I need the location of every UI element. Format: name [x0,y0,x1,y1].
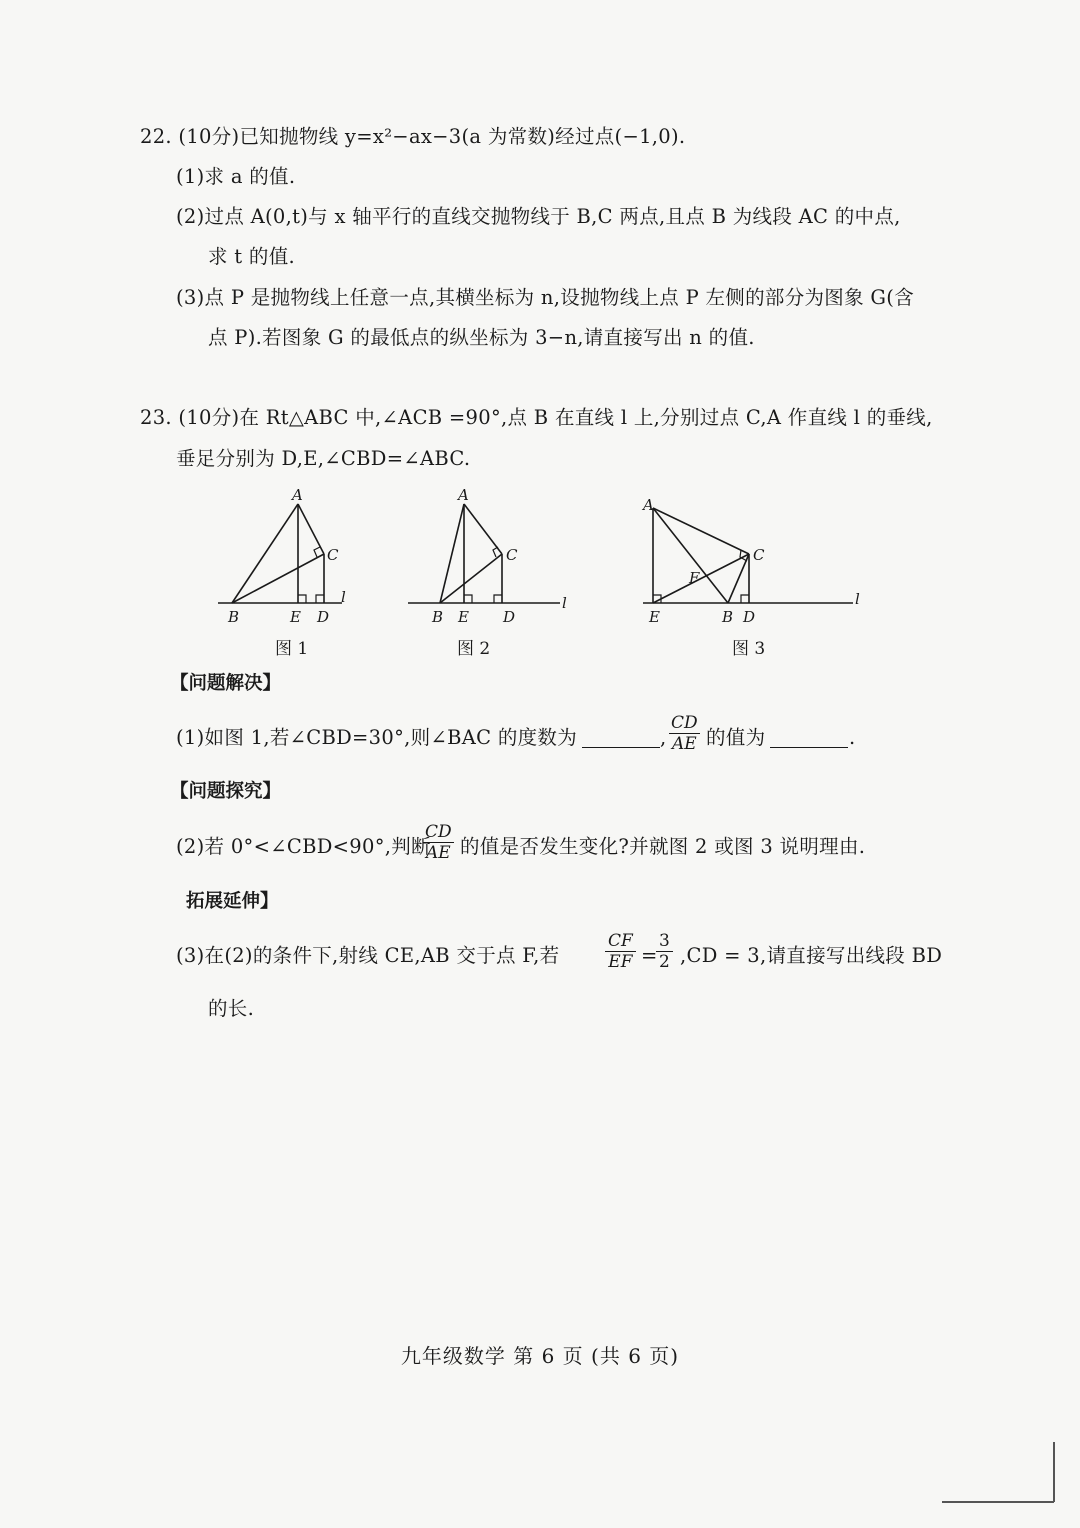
fig2-label-E: E [458,608,469,626]
figure-1 [210,484,360,629]
section-heading-explore: 【问题探究】 [170,781,282,802]
fig3-label-D: D [743,608,756,626]
fig1-label-A: A [292,486,303,504]
fraction-cd-ae-2 [422,822,455,863]
q22-part2-cont: 求 t 的值. [208,245,296,268]
answer-blank-2[interactable] [770,746,848,748]
answer-blank-1[interactable] [582,746,660,748]
q22-part2: (2)过点 A(0,t)与 x 轴平行的直线交抛物线于 B,C 两点,且点 B 为线段 AC 的中点, [176,205,901,228]
q23-part1-text-b: 的值为 [706,726,766,749]
q22-part3: (3)点 P 是抛物线上任意一点,其横坐标为 n,设抛物线上点 P 左侧的部分为图象 G(含 [176,286,914,309]
fig2-AB [440,504,464,603]
q23-stem: 23. (10分)在 Rt△ABC 中,∠ACB =90°,点 B 在直线 l 上,分别过点 C,A 作直线 l 的垂线, [140,406,933,429]
fig3-AB [653,508,728,603]
q23-part3-text-b: ,CD = 3,请直接写出线段 BD [680,944,943,967]
figure-3-caption: 图 3 [732,639,766,659]
fraction-numerator: CF [608,931,633,951]
fig3-label-A: A [643,496,654,514]
q23-part1-end: . [849,726,856,749]
fig1-AB [232,504,298,603]
q23-part3-text: (3)在(2)的条件下,射线 CE,AB 交于点 F,若 [176,944,560,967]
fig3-AC [653,508,749,554]
equals-sign: = [641,944,658,967]
fig1-label-C: C [327,546,339,564]
fig2-label-A: A [458,486,469,504]
fraction-denominator: EF [605,951,635,972]
page-footer: 九年级数学 第 6 页 (共 6 页) [400,1344,680,1368]
q23-part2-text: (2)若 0°<∠CBD<90°,判断 [176,835,431,858]
q22-part3-cont: 点 P).若图象 G 的最低点的纵坐标为 3−n,请直接写出 n 的值. [208,326,755,349]
fraction-numerator: CD [671,713,698,733]
fig1-label-l: l [341,588,346,606]
fig1-BC [232,554,324,603]
q22-part1: (1)求 a 的值. [176,165,296,188]
fig2-label-l: l [562,594,567,612]
fig3-BC [728,554,749,603]
fig1-label-E: E [290,608,301,626]
figure-3 [635,484,875,629]
figure-2-caption: 图 2 [457,639,491,659]
fraction-denominator: AE [423,842,454,863]
q23-part2-text-b: 的值是否发生变化?并就图 2 或图 3 说明理由. [460,835,866,858]
q23-part3-cont: 的长. [208,997,255,1020]
fraction-numerator: 3 [659,931,670,951]
q23-stem-cont: 垂足分别为 D,E,∠CBD=∠ABC. [176,447,471,470]
fraction-denominator: 2 [656,951,673,972]
fig2-label-B: B [432,608,444,626]
fraction-cd-ae-1 [668,713,701,754]
figure-1-caption: 图 1 [275,639,309,659]
figure-2 [400,484,580,629]
scan-corner-mark [932,1438,1062,1508]
fig3-label-C: C [753,546,765,564]
fraction-denominator: AE [669,733,700,754]
fig2-AC [464,504,502,554]
section-heading-solve: 【问题解决】 [170,673,282,694]
fig3-label-E: E [649,608,660,626]
fig3-label-B: B [722,608,734,626]
fig3-label-l: l [855,590,860,608]
fraction-cf-ef [605,931,636,972]
fig3-CE [653,554,749,603]
fig1-label-B: B [228,608,240,626]
section-heading-extend: 拓展延伸】 [186,891,279,912]
fraction-3-2 [656,931,673,972]
fig3-label-F: F [689,569,700,587]
q22-stem: 22. (10分)已知抛物线 y=x²−ax−3(a 为常数)经过点(−1,0). [140,125,686,148]
fraction-numerator: CD [425,822,452,842]
fig2-label-C: C [506,546,518,564]
fig1-AC [298,504,324,554]
q23-part1-text: (1)如图 1,若∠CBD=30°,则∠BAC 的度数为 [176,726,578,749]
q23-part1-sep: , [660,726,667,749]
fig2-label-D: D [503,608,516,626]
fig1-label-D: D [317,608,330,626]
